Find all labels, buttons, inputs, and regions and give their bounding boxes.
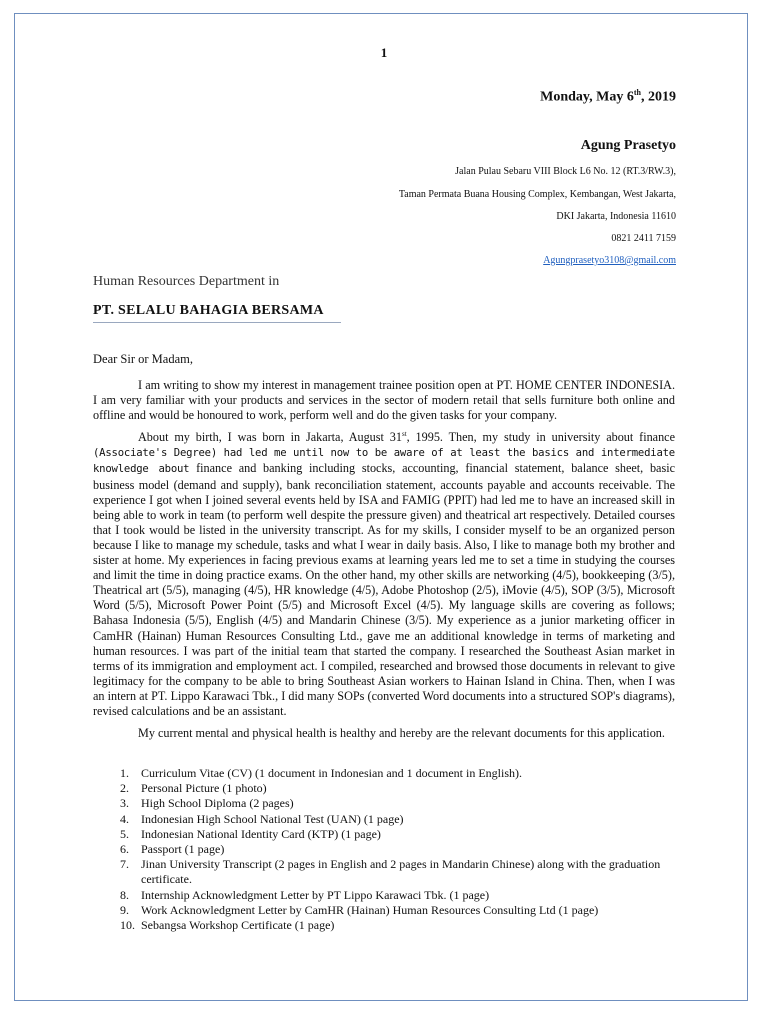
list-number: 4. [120, 811, 129, 826]
company-underline [93, 322, 341, 323]
sender-email-link[interactable]: Agungprasetyo3108@gmail.com [543, 255, 676, 266]
list-number: 1. [120, 766, 129, 780]
page-number: 1 [380, 45, 388, 60]
letter-body [93, 378, 675, 748]
recipient-department: Human Resources Department in [93, 274, 280, 289]
list-text: Jinan University Transcript (2 pages in English and 2 pages in Mandarin Chinese) along with the graduation certificate. [141, 857, 661, 887]
list-text: Internship Acknowledgment Letter by PT Lippo Karawaci Tbk. (1 page) [141, 887, 490, 902]
sender-address-line: DKI Jakarta, Indonesia 11610 [556, 211, 676, 222]
sender-address-line: Jalan Pulau Sebaru VIII Block L6 No. 12 (RT.3/RW.3), [455, 166, 676, 177]
letter-date [540, 88, 676, 106]
sender-phone: 0821 2411 7159 [611, 233, 676, 244]
degree-text: (Associate's Degree) had led me until now to be aware of at least the basics and intermediate knowledge about [93, 447, 675, 476]
birth-text: About my birth, I was born in Jakarta, August 31 [138, 430, 402, 445]
study-text: , 1995. Then, my study in university about finance [406, 430, 675, 445]
paragraph-health: My current mental and physical health is healthy and hereby are the relevant documents for this application. [138, 726, 665, 741]
list-text: Personal Picture (1 photo) [141, 781, 267, 796]
list-text: Indonesian National Identity Card (KTP) (1 page) [141, 826, 381, 841]
list-number: 6. [120, 842, 129, 857]
ordinal-suffix: st [401, 430, 407, 439]
list-number: 8. [120, 887, 129, 902]
list-item [93, 781, 675, 796]
list-text: High School Diploma (2 pages) [141, 796, 294, 811]
list-number: 3. [120, 796, 129, 811]
list-item [93, 888, 675, 903]
list-text: Passport (1 page) [141, 842, 225, 857]
list-item [93, 796, 675, 811]
salutation: Dear Sir or Madam, [93, 352, 193, 366]
recipient-company: PT. SELALU BAHAGIA BERSAMA [93, 303, 324, 318]
list-item [93, 903, 675, 918]
list-item [93, 842, 675, 857]
paragraph-interest: I am writing to show my interest in management trainee position open at PT. HOME CENTER INDONESIA. I am very familiar with your products and services in the sector of modern retail that sells furniture both online and offline and would be honoured to work, perform well and do the given tasks for your company. [93, 378, 675, 423]
sender-address-line: Taman Permata Buana Housing Complex, Kembangan, West Jakarta, [398, 189, 676, 200]
list-item [93, 918, 675, 933]
list-text: Indonesian High School National Test (UAN) (1 page) [141, 811, 404, 826]
date-prefix: Monday, May 6 [540, 89, 634, 105]
skills-text: finance and banking including stocks, accounting, financial statement, balance sheet, basic business model (demand and supply), bank reconciliation statement, accounts payable and accounts receivable. The experience I got when I joined several events held by ISA and FAMIG (PPIT) had led me to have an increased skill in being able to work in team (to perform well despite the pressure given) and theatrical art respectively. Detailed courses that I took would be listed in the university transcript. As for my skills, I consider myself to be an organized person because I like to manage my schedule, tasks and what I wear in daily basis. Also, I like to manage both my brother and sister at home. My experiences in facing previous exams at learning years led me to set a time in studying the courses and limit the time in doing practice exams. On the other hand, my other skills are networking (4/5), bookkeeping (3/5), Theatrical art (5/5), managing (4/5), HR knowledge (4/5), Adobe Photoshop (2/5), iMovie (4/5), SOP (3/5), Microsoft Word (5/5), Microsoft Power Point (5/5) and Microsoft Excel (4/5). My language skills are covering as follows; Bahasa Indonesia (5/5), English (4/5) and Mandarin Chinese (3/5). My experience as a junior marketing officer in CamHR (Hainan) Human Resources Consulting Ltd., gave me an additional knowledge in terms of marketing and human resources. I was part of the initial team that started the company. I researched the Southeast Asian market in terms of its immigration and employment act. I compiled, researched and browsed those documents in relevant to give legitimacy for the company to be able to bring Southeast Asian workers to Hainan Island in China. Then, when I was an intern at PT. Lippo Karawaci Tbk., I did many SOPs (converted Word documents into a structured SOP's diagrams), revised calculations and be an assistant. [93, 461, 676, 718]
list-number: 10. [120, 918, 135, 933]
list-item [93, 827, 675, 842]
list-number: 7. [120, 857, 129, 872]
list-item [93, 812, 675, 827]
list-number: 2. [120, 781, 129, 796]
sender-name: Agung Prasetyo [580, 138, 676, 153]
list-text: Work Acknowledgment Letter by CamHR (Hainan) Human Resources Consulting Ltd (1 page) [141, 902, 599, 917]
date-suffix: th [633, 88, 641, 97]
list-text: Curriculum Vitae (CV) (1 document in Indonesian and 1 document in English). [141, 766, 522, 780]
list-number: 9. [120, 902, 129, 917]
paragraph-background [93, 430, 675, 719]
list-text: Sebangsa Workshop Certificate (1 page) [141, 918, 335, 933]
list-item [93, 857, 675, 887]
documents-list [93, 766, 675, 933]
date-rest: , 2019 [641, 89, 676, 105]
list-item [93, 766, 675, 781]
list-number: 5. [120, 826, 129, 841]
